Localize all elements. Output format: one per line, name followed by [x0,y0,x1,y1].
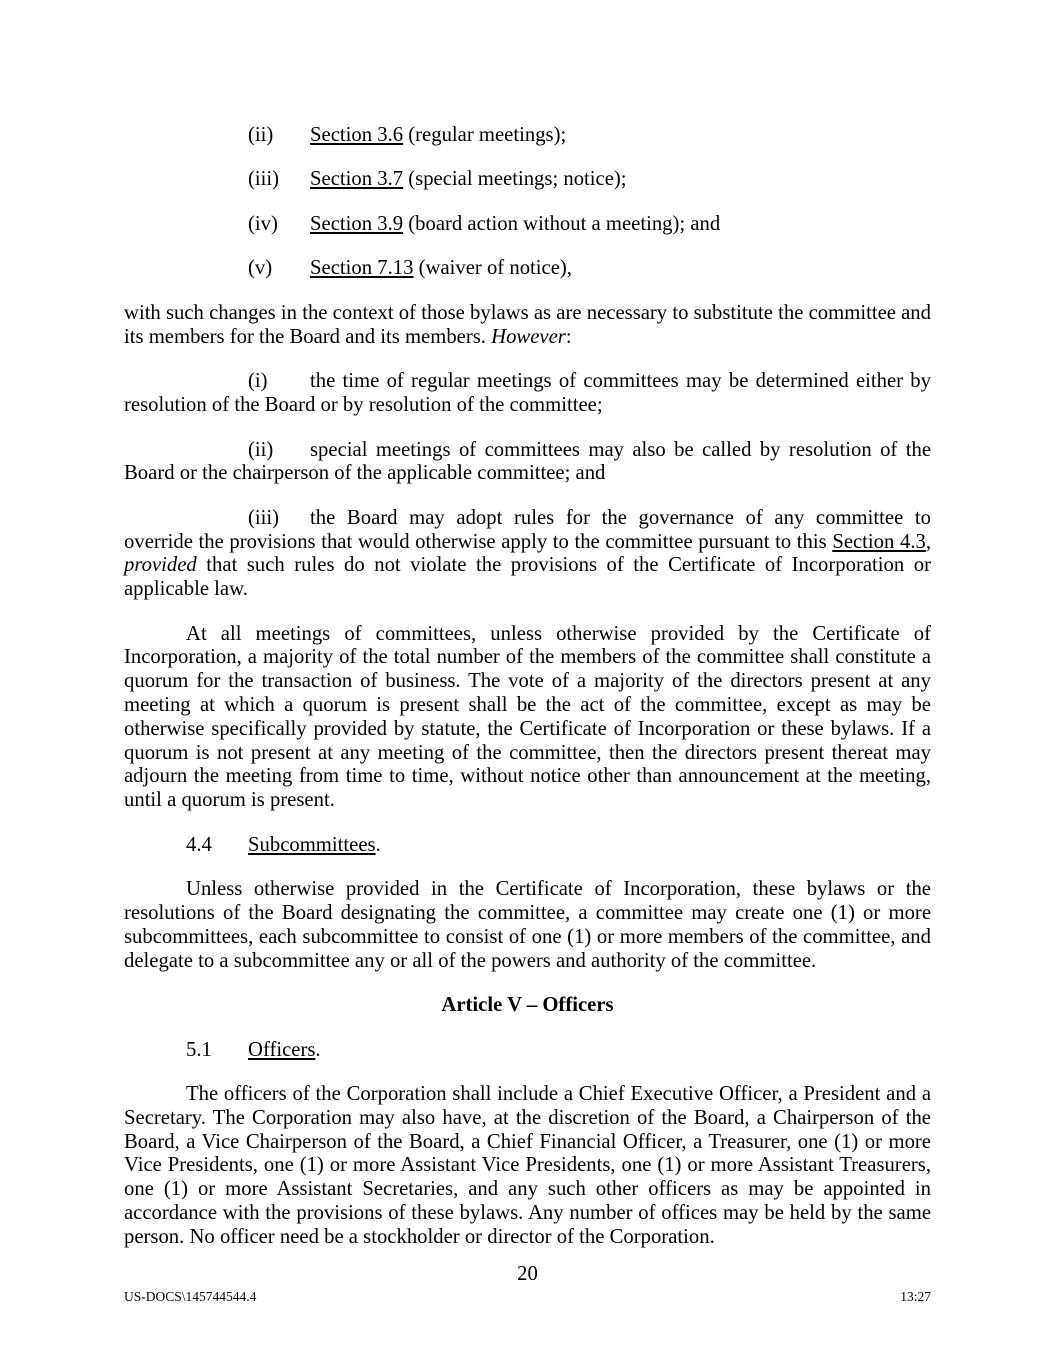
footer-time: 13:27 [900,1289,931,1304]
exception-number: (ii) [248,438,274,461]
exception-number: (iii) [248,506,280,529]
article-heading: Article V – Officers [441,994,614,1017]
section-title-end: . [315,1038,321,1061]
list-item-number: (v) [248,257,273,280]
document-id: US-DOCS\145744544.4 [124,1289,257,1304]
exception-text: the time of regular meetings of committees may be determined either by resolution of the Board or by resolution of the committee; [124,370,931,417]
exception-text-after: that such rules do not violate the provisions of the Certificate of Incorporation or applicable law. [124,554,931,601]
list-item-text: (board action without a meeting); and [403,212,721,235]
continuation-end: : [565,325,572,348]
list-item-number: (iv) [248,212,278,235]
section-title: Officers [248,1038,316,1061]
exception-text: the Board may adopt rules for the governance of any committee to override the provisions that would otherwise apply to the committee pursuant to this [124,506,931,553]
page-number: 20 [517,1263,538,1285]
officers-paragraph: The officers of the Corporation shall include a Chief Executive Officer, a President and a Secretary. The Corporation may also have, at the discretion of the Board, a Chairperson of the Board, a Vice Chairperson of the Board, a Chief Financial Officer, a Treasurer, one (1) or more Vice Presidents, one (1) or more Assistant Vice Presidents, one (1) or more Assistant Treasurers, one (1) or more Assistant Secretaries, and any such other officers as may be appointed in accordance with the provisions of these bylaws. Any number of offices may be held by the same person. No officer need be a stockholder or director of the Corporation. [124,1083,931,1248]
list-item-text: (waiver of notice), [413,257,572,280]
list-item-number: (iii) [248,168,280,191]
subcommittees-paragraph: Unless otherwise provided in the Certificate of Incorporation, these bylaws or the resolutions of the Board designating the committee, a committee may create one (1) or more subcommittees, each subcommittee to consist of one (1) or more members of the committee, and delegate to a subcommittee any or all of the powers and authority of the committee. [124,878,931,972]
list-item-text: (regular meetings); [403,124,567,146]
section-number: 5.1 [186,1038,212,1061]
continuation-text: with such changes in the context of those bylaws as are necessary to substitute the committee and its members for the Board and its members. [124,301,931,348]
however-emphasis: However [491,325,566,348]
section-heading-subcommittees [124,834,931,858]
continuation-paragraph [124,302,931,350]
section-title: Subcommittees [248,833,376,856]
list-item [124,124,931,148]
section-reference: Section 3.6 [310,124,404,146]
list-item-number: (ii) [248,124,274,146]
exception-item [124,370,931,418]
exception-item [124,439,931,487]
section-heading-officers [124,1039,931,1063]
list-item-text: (special meetings; notice); [403,168,627,191]
section-reference: Section 3.9 [310,212,404,235]
exception-text: special meetings of committees may also be called by resolution of the Board or the chairperson of the applicable committee; and [124,438,931,485]
page-footer [124,1289,931,1305]
exception-number: (i) [248,370,268,393]
quorum-paragraph: At all meetings of committees, unless otherwise provided by the Certificate of Incorporation, a majority of the total number of the members of the committee shall constitute a quorum for the transaction of business. The vote of a majority of the directors present at any meeting at which a quorum is present shall be the act of the committee, except as may be otherwise specifically provided by statute, the Certificate of Incorporation or these bylaws. If a quorum is not present at any meeting of the committee, then the directors present thereat may adjourn the meeting from time to time, without notice other than announcement at the meeting, until a quorum is present. [124,622,931,812]
section-reference: Section 3.7 [310,168,404,191]
section-reference: Section 7.13 [310,257,414,280]
provided-emphasis: provided [124,554,197,577]
page-body [124,124,931,1270]
list-item [124,257,931,281]
section-reference: Section 4.3 [832,530,926,553]
exception-separator: , [925,530,932,553]
section-number: 4.4 [186,833,212,856]
section-title-end: . [375,833,381,856]
list-item [124,168,931,192]
list-item [124,213,931,237]
exception-item [124,507,931,602]
